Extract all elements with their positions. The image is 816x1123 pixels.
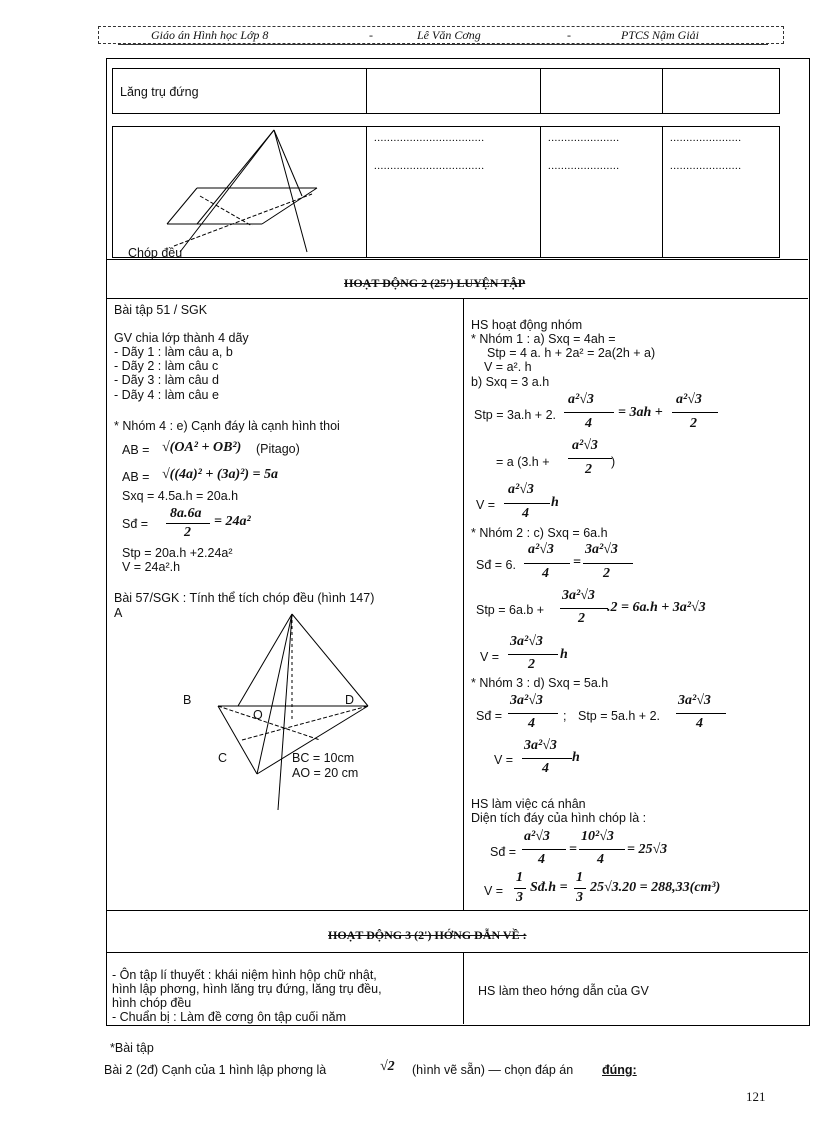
base-area-result: = 25√3: [627, 842, 668, 857]
fraction-denominator: 3: [516, 890, 523, 905]
fraction-denominator: 4: [542, 761, 549, 776]
blank-answer: ......................: [548, 160, 620, 172]
fraction-bar: [574, 888, 586, 889]
exercise-2-emphasis: đúng:: [602, 1063, 637, 1077]
fraction-numerator: 1: [576, 870, 583, 885]
fraction-bar: [564, 412, 614, 413]
pyramid-sketch-figure: [112, 126, 366, 256]
blank-answer: ..................................: [374, 132, 485, 144]
col-divider: [366, 68, 367, 113]
col-divider: [463, 298, 464, 910]
point-a-label: A: [114, 606, 123, 620]
fraction-numerator: 1: [516, 870, 523, 885]
col-divider: [540, 126, 541, 257]
group-4-title: * Nhóm 4 : e) Cạnh đáy là cạnh hình thoi: [114, 419, 340, 433]
fraction-numerator: 10²√3: [581, 829, 614, 844]
header-sep-2: -: [567, 28, 571, 42]
sd-label: Sđ =: [476, 709, 503, 723]
row-3-task: - Dãy 3 : làm câu d: [114, 373, 219, 387]
fraction-bar: [166, 523, 210, 524]
volume-label: V =: [476, 498, 496, 512]
fraction-bar: [583, 563, 633, 564]
close-paren: ): [611, 455, 616, 469]
base-area-question: Diện tích đáy của hình chóp là :: [471, 811, 647, 825]
col-divider: [540, 68, 541, 113]
col-divider: [662, 68, 663, 113]
fraction-numerator: a²√3: [524, 829, 550, 844]
stp-label: Stp = 3a.h + 2.: [474, 408, 557, 422]
group-1-volume: V = a². h: [484, 360, 532, 374]
bc-length: BC = 10cm: [292, 751, 355, 765]
stp-middle: = 3ah +: [618, 405, 663, 420]
fraction-denominator: 4: [542, 566, 549, 581]
volume-label: V =: [480, 650, 500, 664]
ao-length: AO = 20 cm: [292, 766, 359, 780]
fraction-numerator: 3a²√3: [510, 693, 543, 708]
homework-review: - Ôn tập lí thuyết : khái niệm hình hộp chữ nhật,: [112, 968, 377, 982]
fraction-numerator: 3a²√3: [524, 738, 557, 753]
table-row-prism: [112, 68, 780, 114]
row-label-pyramid: Chóp đều: [128, 246, 183, 260]
fraction-bar: [560, 608, 608, 609]
fraction-denominator: 4: [696, 716, 703, 731]
group-1-stp: Stp = 4 a. h + 2a² = 2a(2h + a): [487, 346, 656, 360]
fraction-denominator: 2: [690, 416, 697, 431]
fraction-denominator: 2: [585, 462, 592, 477]
fraction-bar: [508, 654, 558, 655]
sd-label: Sđ =: [122, 517, 149, 531]
fraction-denominator: 2: [528, 657, 535, 672]
group-2-title: * Nhóm 2 : c) Sxq = 6a.h: [471, 526, 608, 540]
fraction-numerator: 3a²√3: [562, 588, 595, 603]
stp-3-label: Stp = 5a.h + 2.: [578, 709, 661, 723]
activity-3-title: HOẠT ĐỘNG 3 (2') HỚNG DẪN VỀ :: [328, 928, 527, 942]
volume-calculation: 25√3.20 = 288,33(cm³): [590, 880, 721, 895]
equals-sign: =: [569, 842, 577, 857]
homework-prepare: - Chuẩn bị : Làm đề cơng ôn tập cuối năm: [112, 1010, 347, 1024]
row-divider: [106, 952, 808, 953]
ab-result: √((4a)² + (3a)²) = 5a: [162, 467, 279, 482]
row-2-task: - Dãy 2 : làm câu c: [114, 359, 219, 373]
fraction-bar: [504, 503, 550, 504]
ab-label: AB =: [122, 443, 150, 457]
group-work-note: HS hoạt động nhóm: [471, 318, 583, 332]
fraction-denominator: 4: [597, 852, 604, 867]
fraction-bar: [568, 458, 612, 459]
sd-numerator: 8a.6a: [170, 506, 202, 521]
volume-result: V = 24a².h: [122, 560, 181, 574]
fraction-numerator: a²√3: [508, 482, 534, 497]
point-b-label: B: [183, 693, 192, 707]
page-header: [98, 26, 784, 44]
col-divider: [463, 952, 464, 1024]
blank-answer: ......................: [670, 132, 742, 144]
stp-2-result: .2 = 6a.h + 3a²√3: [607, 600, 706, 615]
volume-label: V =: [484, 884, 504, 898]
header-left: Giáo án Hình học Lớp 8: [151, 28, 269, 42]
fraction-numerator: a²√3: [572, 438, 598, 453]
volume-h: h: [551, 495, 559, 510]
sd-label: Sđ =: [490, 845, 517, 859]
page-number: 121: [746, 1089, 766, 1104]
fraction-denominator: 4: [538, 852, 545, 867]
header-author: Lê Văn Cơng: [417, 28, 481, 42]
sd-label: Sđ = 6.: [476, 558, 516, 572]
fraction-denominator: 4: [585, 416, 592, 431]
fraction-numerator: a²√3: [528, 542, 554, 557]
row-1-task: - Dãy 1 : làm câu a, b: [114, 345, 233, 359]
point-c-label: C: [218, 751, 228, 765]
student-follow-note: HS làm theo hớng dẫn của GV: [478, 984, 649, 998]
ab-formula: √(OA² + OB²): [162, 440, 242, 455]
fraction-numerator: 3a²√3: [585, 542, 618, 557]
row-divider: [106, 259, 808, 260]
pyramid-figure-147: [200, 610, 400, 820]
fraction-bar: [579, 849, 625, 850]
volume-h: h: [572, 750, 580, 765]
row-4-task: - Dãy 4 : làm câu e: [114, 388, 219, 402]
fraction-bar: [524, 563, 570, 564]
fraction-numerator: 3a²√3: [510, 634, 543, 649]
sd-denominator: 2: [184, 525, 191, 540]
fraction-numerator: a²√3: [676, 392, 702, 407]
semicolon: ;: [563, 709, 567, 723]
homework-review-2: hình lập phơng, hình lăng trụ đứng, lăng trụ đều,: [112, 982, 382, 996]
row-divider: [106, 298, 808, 299]
header-sep-1: -: [369, 28, 373, 42]
ab-label: AB =: [122, 470, 150, 484]
blank-answer: ......................: [670, 160, 742, 172]
individual-work-note: HS làm việc cá nhân: [471, 797, 586, 811]
point-d-label: D: [345, 693, 355, 707]
exercise-51-title: Bài tập 51 / SGK: [114, 303, 208, 317]
sd-result: = 24a²: [214, 514, 251, 529]
fraction-bar: [676, 713, 726, 714]
volume-label: V =: [494, 753, 514, 767]
exercise-2-suffix: (hình vẽ sẵn) — chọn đáp án: [412, 1063, 574, 1077]
header-underline: [118, 44, 768, 45]
fraction-bar: [514, 888, 526, 889]
group-1-sxq: * Nhóm 1 : a) Sxq = 4ah =: [471, 332, 616, 346]
point-o-label: O: [253, 708, 263, 722]
fraction-denominator: 4: [528, 716, 535, 731]
equals-sign: =: [573, 555, 581, 570]
exercise-2-text: Bài 2 (2đ) Cạnh của 1 hình lập phơng là: [104, 1063, 327, 1077]
fraction-bar: [522, 758, 572, 759]
stp-result: Stp = 20a.h +2.24a²: [122, 546, 233, 560]
fraction-denominator: 4: [522, 506, 529, 521]
fraction-denominator: 2: [603, 566, 610, 581]
fraction-numerator: a²√3: [568, 392, 594, 407]
volume-h: h: [560, 647, 568, 662]
factor-text: = a (3.h +: [496, 455, 550, 469]
pitago-note: (Pitago): [256, 442, 300, 456]
blank-answer: ..................................: [374, 160, 485, 172]
homework-review-3: hình chóp đều: [112, 996, 192, 1010]
row-divider: [106, 910, 808, 911]
fraction-bar: [522, 849, 566, 850]
row-label-prism: Lăng trụ đứng: [120, 85, 199, 99]
part-b-sxq: b) Sxq = 3 a.h: [471, 375, 550, 389]
fraction-bar: [508, 713, 558, 714]
fraction-numerator: 3a²√3: [678, 693, 711, 708]
sd-h-term: Sđ.h =: [530, 880, 568, 895]
fraction-denominator: 2: [578, 611, 585, 626]
sxq-result: Sxq = 4.5a.h = 20a.h: [122, 489, 239, 503]
blank-answer: ......................: [548, 132, 620, 144]
col-divider: [662, 126, 663, 257]
header-school: PTCS Nậm Giải: [621, 28, 700, 42]
exercise-57-title: Bài 57/SGK : Tính thể tích chóp đều (hình 147): [114, 591, 375, 605]
fraction-bar: [672, 412, 718, 413]
class-split-text: GV chia lớp thành 4 dãy: [114, 331, 249, 345]
exercise-heading: *Bài tập: [110, 1041, 154, 1055]
activity-2-title: HOẠT ĐỘNG 2 (25') LUYỆN TẬP: [344, 276, 526, 290]
exercise-2-value: √2: [380, 1059, 395, 1074]
group-3-title: * Nhóm 3 : d) Sxq = 5a.h: [471, 676, 609, 690]
fraction-denominator: 3: [576, 890, 583, 905]
stp-2-label: Stp = 6a.b +: [476, 603, 545, 617]
col-divider: [366, 126, 367, 257]
